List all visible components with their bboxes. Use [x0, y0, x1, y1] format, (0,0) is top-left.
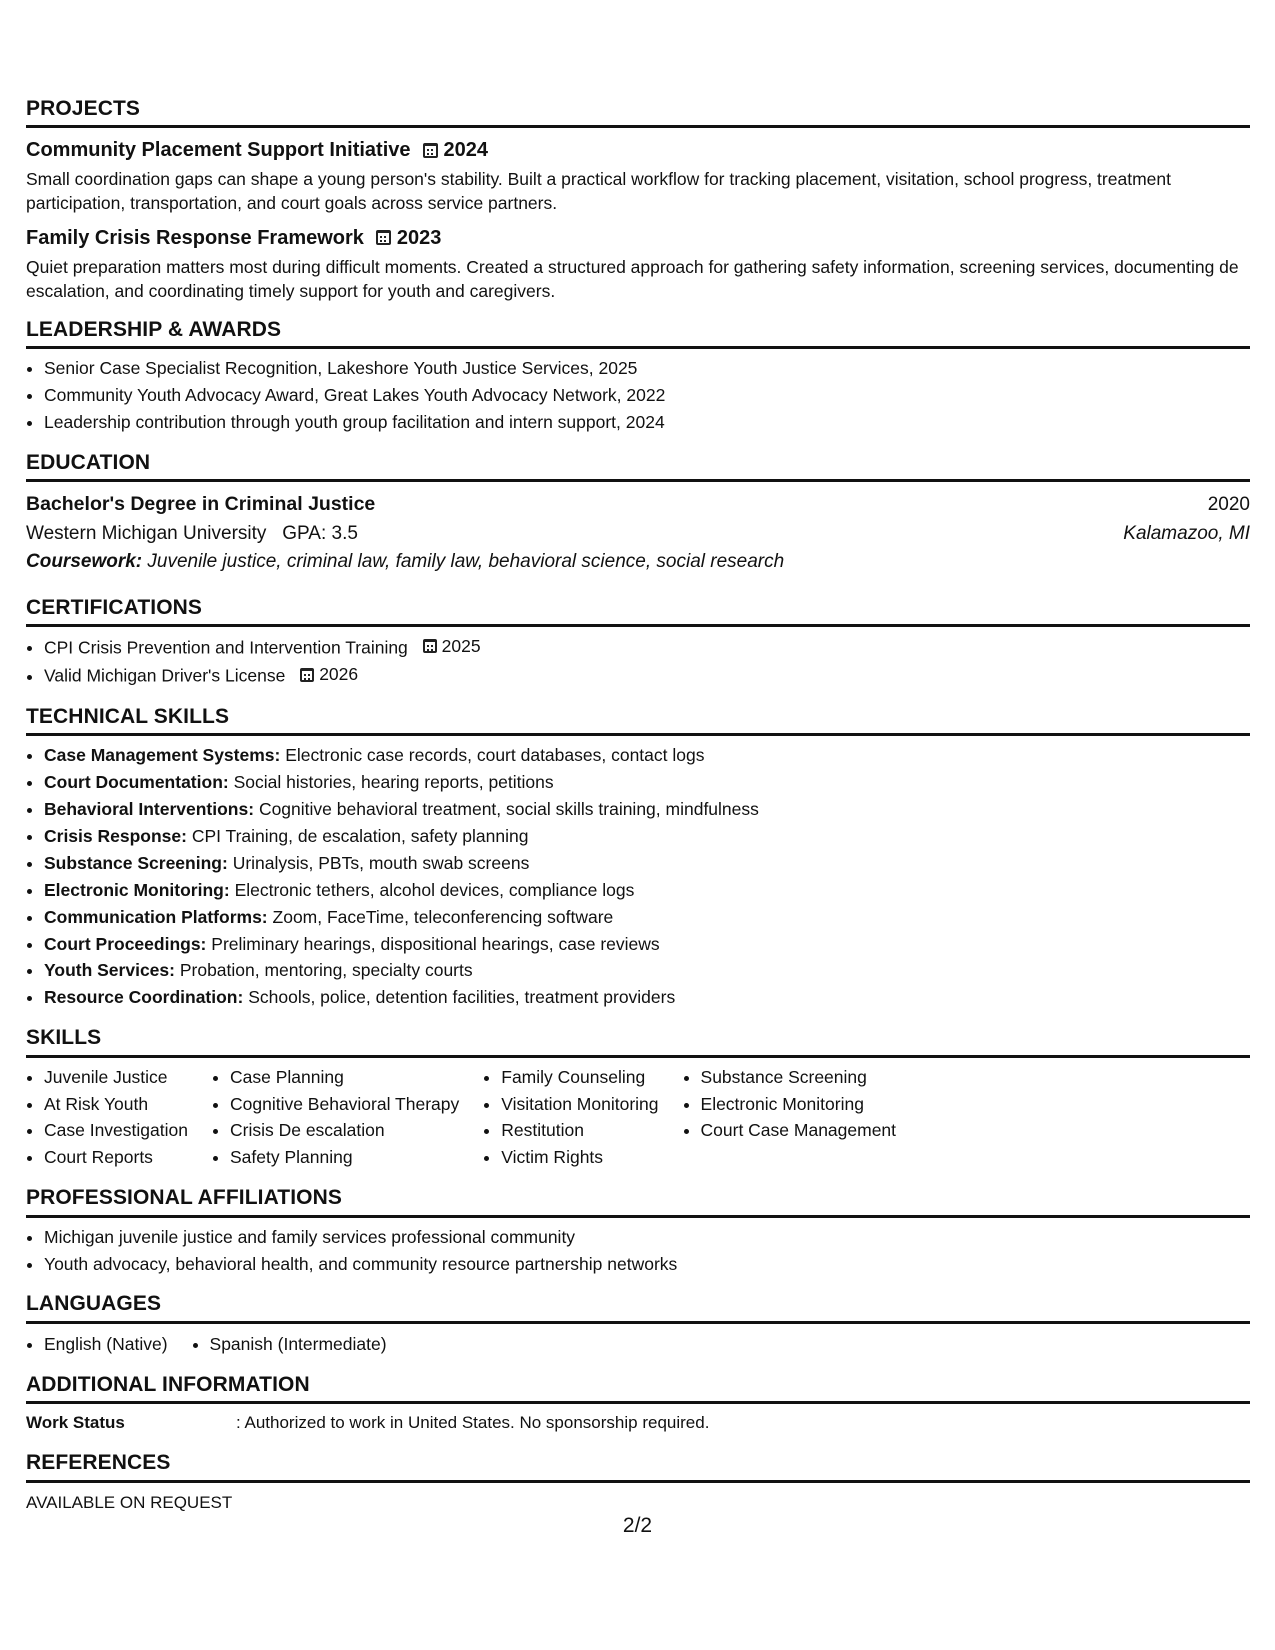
list-item: • Case Investigation [44, 1117, 188, 1144]
project-year: 2023 [396, 226, 442, 249]
list-item [44, 633, 1250, 661]
section-title-skills: SKILLS [26, 1025, 1250, 1057]
skill-text: Preliminary hearings, dispositional hearings, case reviews [211, 933, 660, 954]
skill-label: Case Management Systems: [44, 744, 281, 765]
list-item: • Family Counseling [501, 1064, 658, 1091]
list-item: • Visitation Monitoring [501, 1091, 658, 1118]
skill-label: Electronic Monitoring: [44, 879, 230, 900]
list-item: • Juvenile Justice [44, 1064, 188, 1091]
affiliations-section [26, 1185, 1250, 1277]
info-key: Work Status [26, 1412, 125, 1432]
coursework [26, 548, 1250, 577]
skill-label: Youth Services: [44, 960, 175, 981]
list-item [44, 931, 1250, 958]
list-item [44, 877, 1250, 904]
certification-name: CPI Crisis Prevention and Intervention Training [44, 637, 408, 658]
list-item: • Cognitive Behavioral Therapy [230, 1091, 459, 1118]
list-item: • Court Case Management [701, 1117, 897, 1144]
skills-section [26, 1025, 1250, 1171]
list-item [44, 661, 1250, 689]
project-item [26, 137, 1250, 215]
list-item: • Community Youth Advocacy Award, Great Lakes Youth Advocacy Network, 2022 [44, 382, 1250, 409]
graduation-year: 2020 [1207, 494, 1250, 516]
school-location: Kalamazoo, MI [1123, 522, 1250, 544]
additional-info-section [26, 1372, 1250, 1437]
languages-list [26, 1330, 1250, 1358]
degree-name: Bachelor's Degree in Criminal Justice [26, 493, 376, 516]
certifications-list [26, 633, 1250, 690]
section-title-references: REFERENCES [26, 1450, 1250, 1482]
resume-page [26, 96, 1250, 1528]
section-title-projects: PROJECTS [26, 96, 1250, 128]
list-item [44, 769, 1250, 796]
skill-label: Crisis Response: [44, 825, 187, 846]
calendar-icon [423, 639, 437, 653]
skills-column [26, 1064, 188, 1172]
leadership-list [26, 355, 1250, 436]
leadership-section [26, 317, 1250, 436]
list-item [44, 823, 1250, 850]
section-title-languages: LANGUAGES [26, 1291, 1250, 1323]
skill-text: Schools, police, detention facilities, treatment providers [248, 987, 676, 1008]
calendar-icon [423, 143, 438, 158]
skills-column [483, 1064, 658, 1172]
section-title-certifications: CERTIFICATIONS [26, 595, 1250, 627]
education-section [26, 450, 1250, 577]
list-item: • Victim Rights [501, 1144, 658, 1171]
info-value: : Authorized to work in United States. No sponsorship required. [236, 1412, 710, 1432]
skills-column [683, 1064, 897, 1172]
languages-section [26, 1291, 1250, 1357]
skill-label: Resource Coordination: [44, 987, 244, 1008]
project-description: Small coordination gaps can shape a young person's stability. Built a practical workflow for tracking placement, visitation, school progress, treatment participation, transportation, and court goals across service partners. [26, 169, 1171, 214]
references-text: AVAILABLE ON REQUEST [26, 1492, 233, 1512]
technical-skills-list [26, 742, 1250, 1011]
skill-text: Cognitive behavioral treatment, social skills training, mindfulness [258, 798, 759, 819]
list-item [44, 957, 1250, 984]
skills-grid [26, 1064, 1250, 1172]
list-item: • Safety Planning [230, 1144, 459, 1171]
skill-label: Court Proceedings: [44, 933, 207, 954]
section-title-leadership: LEADERSHIP & AWARDS [26, 317, 1250, 349]
list-item: • At Risk Youth [44, 1091, 188, 1118]
skill-label: Substance Screening: [44, 852, 228, 873]
page-number: 2/2 [622, 1514, 653, 1537]
list-item [44, 850, 1250, 877]
list-item [44, 742, 1250, 769]
skill-text: Urinalysis, PBTs, mouth swab screens [232, 852, 530, 873]
list-item [44, 904, 1250, 931]
calendar-icon [300, 668, 314, 682]
skill-text: CPI Training, de escalation, safety planning [191, 825, 529, 846]
certification-name: Valid Michigan Driver's License [44, 665, 286, 686]
list-item: • Leadership contribution through youth group facilitation and intern support, 2024 [44, 409, 1250, 436]
skill-text: Social histories, hearing reports, petitions [233, 771, 554, 792]
list-item: • English (Native) [44, 1330, 168, 1358]
list-item [44, 984, 1250, 1011]
technical-skills-section [26, 704, 1250, 1012]
skill-text: Electronic tethers, alcohol devices, compliance logs [234, 879, 635, 900]
references-section [26, 1450, 1250, 1514]
skills-column [212, 1064, 459, 1172]
list-item: • Restitution [501, 1117, 658, 1144]
list-item: • Spanish (Intermediate) [210, 1330, 387, 1358]
projects-section [26, 96, 1250, 303]
project-name: Community Placement Support Initiative [26, 139, 411, 162]
skill-label: Communication Platforms: [44, 906, 268, 927]
list-item [44, 796, 1250, 823]
section-title-technical-skills: TECHNICAL SKILLS [26, 704, 1250, 736]
coursework-label: Coursework: [26, 551, 143, 573]
affiliations-list [26, 1224, 1250, 1278]
school-name: Western Michigan University [26, 522, 267, 544]
project-description: Quiet preparation matters most during difficult moments. Created a structured approach for gathering safety information, screening services, documenting de escalation, and coordinating timely support for youth and caregivers. [26, 256, 1239, 301]
skill-label: Court Documentation: [44, 771, 229, 792]
skill-text: Probation, mentoring, specialty courts [179, 960, 473, 981]
list-item: • Crisis De escalation [230, 1117, 459, 1144]
list-item: • Youth advocacy, behavioral health, and community resource partnership networks [44, 1251, 1250, 1278]
certification-year: 2026 [319, 664, 359, 685]
section-title-affiliations: PROFESSIONAL AFFILIATIONS [26, 1185, 1250, 1217]
skill-label: Behavioral Interventions: [44, 798, 255, 819]
section-title-additional-info: ADDITIONAL INFORMATION [26, 1372, 1250, 1404]
coursework-text: Juvenile justice, criminal law, family law, behavioral science, social research [147, 551, 785, 573]
skill-text: Zoom, FaceTime, teleconferencing software [272, 906, 614, 927]
list-item: • Electronic Monitoring [701, 1091, 897, 1118]
project-year: 2024 [443, 139, 489, 162]
project-name: Family Crisis Response Framework [26, 226, 364, 249]
list-item: • Court Reports [44, 1144, 188, 1171]
certifications-section [26, 595, 1250, 690]
skill-text: Electronic case records, court databases, contact logs [285, 744, 705, 765]
calendar-icon [376, 230, 391, 245]
section-title-education: EDUCATION [26, 450, 1250, 482]
list-item: • Michigan juvenile justice and family services professional community [44, 1224, 1250, 1251]
gpa: GPA: 3.5 [282, 522, 358, 544]
certification-year: 2025 [441, 635, 481, 656]
list-item: • Senior Case Specialist Recognition, Lakeshore Youth Justice Services, 2025 [44, 355, 1250, 382]
list-item: • Case Planning [230, 1064, 459, 1091]
project-item [26, 225, 1250, 303]
list-item: • Substance Screening [701, 1064, 897, 1091]
